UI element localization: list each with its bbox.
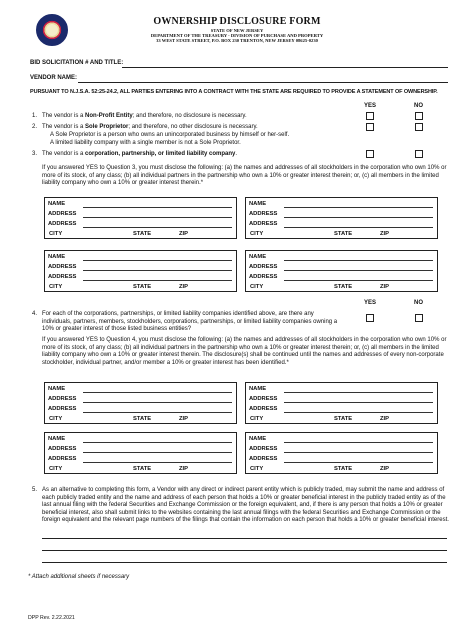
q4-no-column-label: NO (414, 300, 423, 306)
q5-number: 5. (32, 487, 38, 493)
q3-text: The vendor is a corporation, partnership, or limited liability company. (42, 151, 238, 157)
q2-no-checkbox[interactable] (415, 123, 423, 131)
q2-yes-checkbox[interactable] (366, 123, 374, 131)
owner-box-3[interactable]: NAME ADDRESS ADDRESS CITY STATE ZIP (44, 250, 237, 292)
q4-yes-checkbox[interactable] (366, 314, 374, 322)
q3-no-checkbox[interactable] (415, 150, 423, 158)
q5-text: As an alternative to completing this form, a Vendor with any direct or indirect parent entity which is publicly traded, may submit the name and address of each publicly traded entity and the name and address of each person that holds a 10% or greater beneficial interest in the publicly traded entity as of the last annual filing with the federal Securities and Exchange Commission or the foreign equivalent, and, if there is any person that holds a 10% or greater beneficial interest, also shall submit links to the websites containing the last annual filings with the federal Securities and Exchange Commission or the foreign equivalent and the relevant page numbers of the filings that contain the information on each person that holds a 10% or greater beneficial interest. (42, 487, 449, 523)
bid-solicitation-field[interactable] (122, 67, 448, 68)
q2-text: The vendor is a Sole Proprietor; and therefore, no other disclosure is necessary. (42, 124, 258, 130)
owner-box-4[interactable]: NAME ADDRESS ADDRESS CITY STATE ZIP (245, 250, 438, 292)
q5-answer-line-3[interactable] (42, 562, 447, 563)
q4-text: For each of the corporations, partnerships, or limited liability companies identified above, are there any individuals, partners, members, stockholders, corporations, partnerships, or limited liability companies owning a 10% or greater interest of those listed business entities? (42, 311, 338, 332)
pursuant-statement: PURSUANT TO N.J.S.A. 52:25-24.2, ALL PARTIES ENTERING INTO A CONTRACT WITH THE STATE ARE REQUIRED TO PROVIDE A STATEMENT OF OWNERSHIP. (30, 89, 438, 95)
form-title: OWNERSHIP DISCLOSURE FORM (153, 16, 321, 27)
vendor-name-label: VENDOR NAME: (30, 75, 78, 81)
q3-disclosure-instructions: If you answered YES to Question 3, you must disclose the following: (a) the names and addresses of all stockholders in the corporation who own 10% or more of its stock, of any class; (b) all individual partners in the partnership who own a 10% or greater interest therein; or, (c) all members in the limited liability company who own a 10% or greater interest therein.* (42, 165, 447, 186)
q1-yes-checkbox[interactable] (366, 112, 374, 120)
q3-yes-checkbox[interactable] (366, 150, 374, 158)
owner-box-6[interactable]: NAME ADDRESS ADDRESS CITY STATE ZIP (245, 382, 438, 424)
vendor-name-field[interactable] (78, 82, 448, 83)
q2-number: 2. (32, 124, 38, 130)
q1-number: 1. (32, 113, 38, 119)
revision-label: DPP Rev. 2.22.2021 (28, 615, 75, 621)
q4-number: 4. (32, 311, 38, 317)
header-line-department: DEPARTMENT OF THE TREASURY - DIVISION OF PURCHASE AND PROPERTY (150, 33, 324, 38)
q3-number: 3. (32, 151, 38, 157)
no-column-label: NO (414, 103, 423, 109)
q1-no-checkbox[interactable] (415, 112, 423, 120)
owner-box-8[interactable]: NAME ADDRESS ADDRESS CITY STATE ZIP (245, 432, 438, 474)
footnote-attach-sheets: * Attach additional sheets if necessary (28, 574, 130, 580)
owner-box-1[interactable]: NAME ADDRESS ADDRESS CITY STATE ZIP (44, 197, 237, 239)
header-line-address: 33 WEST STATE STREET, P.O. BOX 230 TRENTON, NEW JERSEY 08625-0230 (156, 38, 318, 43)
owner-box-5[interactable]: NAME ADDRESS ADDRESS CITY STATE ZIP (44, 382, 237, 424)
q2-note-sole-proprietor: A Sole Proprietor is a person who owns an unincorporated business by himself or her-self. (50, 132, 290, 138)
yes-column-label: YES (364, 103, 377, 109)
bid-solicitation-label: BID SOLICITATION # AND TITLE: (30, 60, 124, 66)
q1-text: The vendor is a Non-Profit Entity; and therefore, no disclosure is necessary. (42, 113, 247, 119)
header-line-state: STATE OF NEW JERSEY (210, 28, 264, 33)
q4-yes-column-label: YES (364, 300, 377, 306)
owner-box-7[interactable]: NAME ADDRESS ADDRESS CITY STATE ZIP (44, 432, 237, 474)
q2-note-llc: A limited liability company with a single member is not a Sole Proprietor. (50, 140, 241, 146)
q5-answer-line-2[interactable] (42, 550, 447, 551)
q4-disclosure-instructions: If you answered YES to Question 4, you must disclose the following: (a) the names and addresses of all stockholders in the corporation who own 10% or more of its stock, of any class; (b) all individual partners in the partnership who own a 10% or greater interest therein; or, (c) all members in the limited liability company who own a 10% or greater interest therein. The disclosure(s) shall be continued until the names and addresses of every non-corporate stockholder, individual partner, and/or member a 10% or greater interest has been identified.* (42, 337, 447, 366)
q5-answer-line-1[interactable] (42, 538, 447, 539)
q4-no-checkbox[interactable] (415, 314, 423, 322)
owner-box-2[interactable]: NAME ADDRESS ADDRESS CITY STATE ZIP (245, 197, 438, 239)
